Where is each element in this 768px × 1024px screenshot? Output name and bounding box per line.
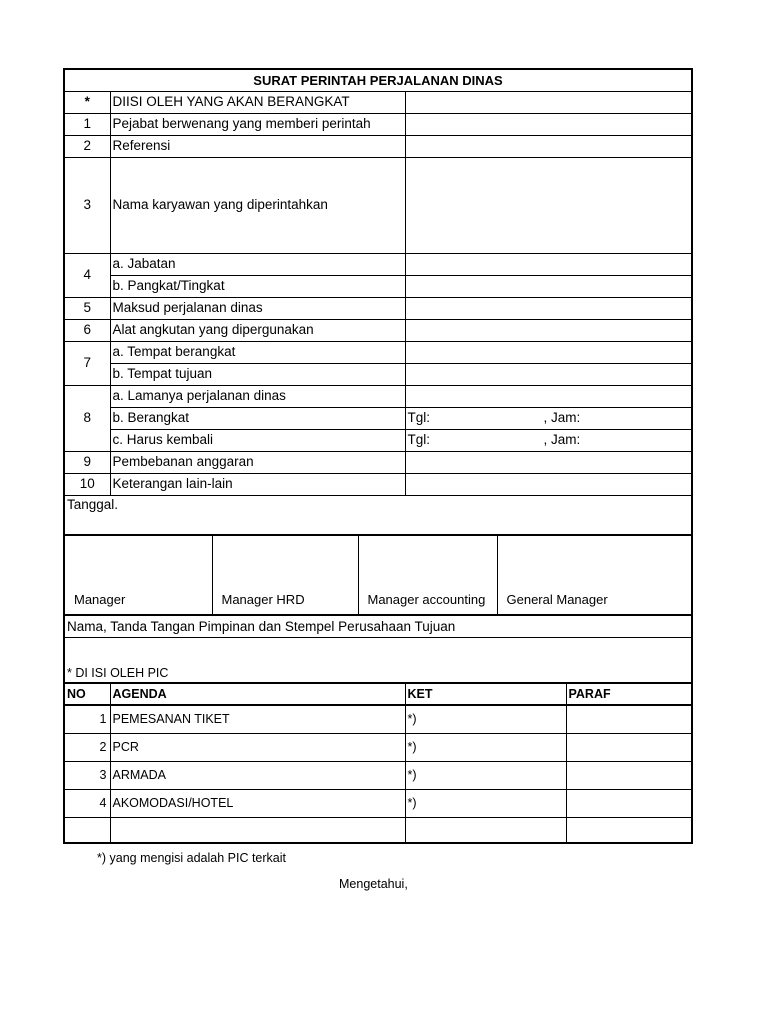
- pic-row-agenda: PCR: [110, 733, 405, 761]
- pic-row-paraf[interactable]: [566, 817, 692, 843]
- pic-row-paraf[interactable]: [566, 761, 692, 789]
- pic-row-ket[interactable]: [405, 817, 566, 843]
- maksud-field[interactable]: [405, 297, 692, 319]
- pic-row-ket[interactable]: *): [405, 705, 566, 733]
- signature-manager-accounting[interactable]: Manager accounting: [358, 535, 497, 615]
- pic-row-agenda: PEMESANAN TIKET: [110, 705, 405, 733]
- table-row: [64, 761, 692, 789]
- row-number: 6: [64, 319, 110, 341]
- tanggal-label: Tanggal.: [67, 496, 119, 512]
- tempat-tujuan-field[interactable]: [405, 363, 692, 385]
- row-number: 3: [64, 157, 110, 253]
- pic-row-paraf[interactable]: [566, 705, 692, 733]
- pic-row-ket[interactable]: *): [405, 761, 566, 789]
- table-row: [64, 817, 692, 843]
- lamanya-field[interactable]: [405, 385, 692, 407]
- star-label: DIISI OLEH YANG AKAN BERANGKAT: [110, 91, 405, 113]
- row-label-pejabat: Pejabat berwenang yang memberi perintah: [110, 113, 405, 135]
- row-label-maksud: Maksud perjalanan dinas: [110, 297, 405, 319]
- star-marker: *: [64, 91, 110, 113]
- row-label-alat-angkutan: Alat angkutan yang dipergunakan: [110, 319, 405, 341]
- alat-angkutan-field[interactable]: [405, 319, 692, 341]
- tgl-label: Tgl:: [407, 432, 431, 448]
- pic-row-ket[interactable]: *): [405, 733, 566, 761]
- nama-karyawan-field[interactable]: [405, 157, 692, 253]
- table-row: [64, 733, 692, 761]
- tanggal-field[interactable]: [64, 495, 692, 535]
- pejabat-field[interactable]: [405, 113, 692, 135]
- berangkat-field[interactable]: [405, 407, 692, 429]
- row-label-referensi: Referensi: [110, 135, 405, 157]
- anggaran-field[interactable]: [405, 451, 692, 473]
- tujuan-label: Nama, Tanda Tangan Pimpinan dan Stempel Perusahaan Tujuan: [64, 615, 692, 637]
- signature-general-manager[interactable]: General Manager: [497, 535, 692, 615]
- harus-kembali-field[interactable]: [405, 429, 692, 451]
- pic-row-ket[interactable]: *): [405, 789, 566, 817]
- row-number: 7: [64, 341, 110, 385]
- pic-table: [63, 682, 693, 844]
- pic-row-agenda[interactable]: [110, 817, 405, 843]
- row-label-anggaran: Pembebanan anggaran: [110, 451, 405, 473]
- pic-row-no: 3: [64, 761, 110, 789]
- row-label-tempat-tujuan: b. Tempat tujuan: [110, 363, 405, 385]
- mengetahui-label: Mengetahui,: [339, 877, 408, 891]
- table-row: [64, 789, 692, 817]
- referensi-field[interactable]: [405, 135, 692, 157]
- signature-manager[interactable]: Manager: [64, 535, 212, 615]
- keterangan-field[interactable]: [405, 473, 692, 495]
- row-number: 8: [64, 385, 110, 451]
- pic-row-paraf[interactable]: [566, 789, 692, 817]
- pangkat-field[interactable]: [405, 275, 692, 297]
- footnote: *) yang mengisi adalah PIC terkait: [97, 851, 286, 865]
- row-number: 1: [64, 113, 110, 135]
- pic-row-no: 4: [64, 789, 110, 817]
- row-label-keterangan: Keterangan lain-lain: [110, 473, 405, 495]
- signature-manager-hrd[interactable]: Manager HRD: [212, 535, 358, 615]
- row-number: 5: [64, 297, 110, 319]
- row-label-pangkat: b. Pangkat/Tingkat: [110, 275, 405, 297]
- row-number: 2: [64, 135, 110, 157]
- destination-block: [63, 614, 693, 683]
- pic-header-paraf: PARAF: [566, 683, 692, 705]
- pic-row-no[interactable]: [64, 817, 110, 843]
- pic-header-agenda: AGENDA: [110, 683, 405, 705]
- pic-row-paraf[interactable]: [566, 733, 692, 761]
- tempat-berangkat-field[interactable]: [405, 341, 692, 363]
- row-label-tempat-berangkat: a. Tempat berangkat: [110, 341, 405, 363]
- form-title: SURAT PERINTAH PERJALANAN DINAS: [64, 69, 692, 91]
- pic-row-agenda: ARMADA: [110, 761, 405, 789]
- jabatan-field[interactable]: [405, 253, 692, 275]
- jam-label: , Jam:: [543, 432, 581, 448]
- row-label-lamanya: a. Lamanya perjalanan dinas: [110, 385, 405, 407]
- row-label-jabatan: a. Jabatan: [110, 253, 405, 275]
- row-number: 10: [64, 473, 110, 495]
- row-label-berangkat: b. Berangkat: [110, 407, 405, 429]
- pic-row-agenda: AKOMODASI/HOTEL: [110, 789, 405, 817]
- row-number: 4: [64, 253, 110, 297]
- signature-block: [63, 534, 693, 615]
- pic-label: * DI ISI OLEH PIC: [64, 637, 692, 683]
- pic-header-no: NO: [64, 683, 110, 705]
- table-row: [64, 705, 692, 733]
- row-number: 9: [64, 451, 110, 473]
- tgl-label: Tgl:: [407, 410, 431, 426]
- pic-row-no: 2: [64, 733, 110, 761]
- jam-label: , Jam:: [543, 410, 581, 426]
- row-label-harus-kembali: c. Harus kembali: [110, 429, 405, 451]
- row-label-nama-karyawan: Nama karyawan yang diperintahkan: [110, 157, 405, 253]
- pic-row-no: 1: [64, 705, 110, 733]
- travel-order-form: [63, 68, 693, 536]
- pic-header-ket: KET: [405, 683, 566, 705]
- star-value-field[interactable]: [405, 91, 692, 113]
